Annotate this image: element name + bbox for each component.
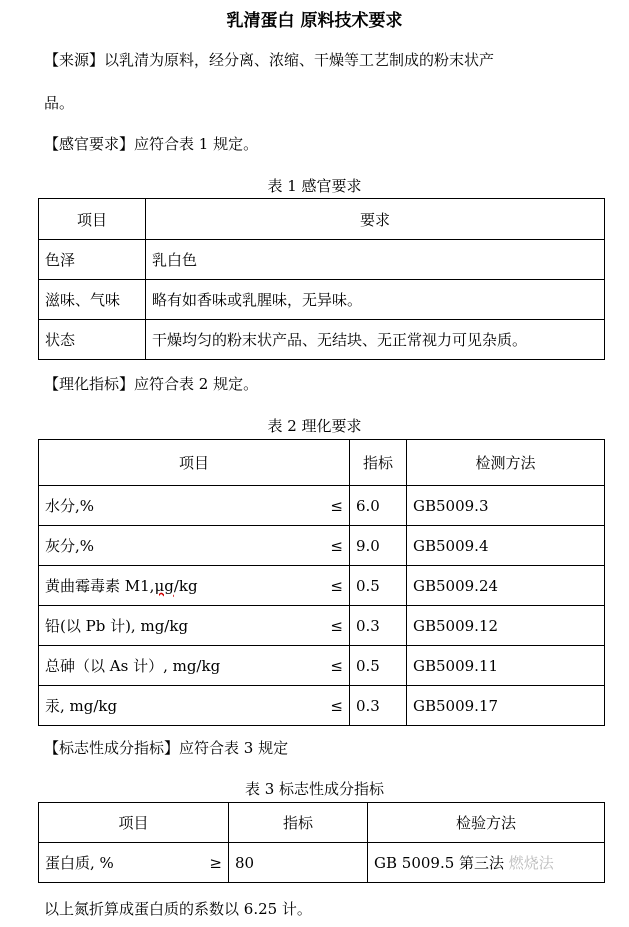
- table3-header-item: 项目: [39, 803, 229, 843]
- table2-cell-method: GB5009.3: [407, 486, 605, 526]
- table3-cell-item: [39, 843, 229, 883]
- table3-caption: 表 3 标志性成分指标: [244, 780, 385, 798]
- source-line-2: 品。: [44, 94, 75, 112]
- table2-cell-method: GB5009.24: [407, 566, 605, 606]
- table2-header-method: 检测方法: [407, 440, 605, 486]
- document-title: 乳清蛋白 原料技术要求: [226, 11, 403, 31]
- table2-caption: 表 2 理化要求: [267, 417, 362, 435]
- item-label: 水分,%: [45, 497, 95, 515]
- comparison-symbol: ≤: [330, 496, 343, 515]
- table1-cell-req: 乳白色: [146, 240, 605, 280]
- table1-cell-req: 干燥均匀的粉末状产品、无结块、无正常视力可见杂质。: [146, 320, 605, 360]
- table2-cell-item: [39, 606, 350, 646]
- comparison-symbol: ≤: [330, 656, 343, 675]
- table2-cell-item: [39, 526, 350, 566]
- table2-cell-item: [39, 686, 350, 726]
- table2-cell-method: GB5009.17: [407, 686, 605, 726]
- table2-cell-method: GB5009.4: [407, 526, 605, 566]
- item-label-suffix: /kg: [173, 577, 198, 595]
- footnote: 以上氮折算成蛋白质的系数以 6.25 计。: [44, 900, 312, 918]
- table1-cell-req: 略有如香味或乳腥味，无异味。: [146, 280, 605, 320]
- table1-caption: 表 1 感官要求: [267, 177, 362, 195]
- item-label: 灰分,%: [45, 537, 95, 555]
- source-line-1: 【来源】以乳清为原料，经分离、浓缩、干燥等工艺制成的粉末状产: [44, 51, 495, 69]
- table2-header-value: 指标: [350, 440, 407, 486]
- method-text: GB 5009.5 第三法: [374, 854, 509, 872]
- table2-cell-item: [39, 486, 350, 526]
- table1-sensory: [38, 198, 605, 360]
- item-label: 总砷（以 As 计）, mg/kg: [45, 657, 221, 675]
- table2-physchem: [38, 439, 605, 726]
- spellcheck-marked-unit: μg: [154, 577, 174, 595]
- comparison-symbol: ≤: [330, 696, 343, 715]
- physchem-intro: 【理化指标】应符合表 2 规定。: [44, 375, 259, 393]
- table3-cell-value: 80: [229, 843, 368, 883]
- table2-cell-item: [39, 646, 350, 686]
- comparison-symbol: ≤: [330, 576, 343, 595]
- table1-header-item: 项目: [39, 199, 146, 240]
- table3-header-value: 指标: [229, 803, 368, 843]
- comparison-symbol: ≤: [330, 616, 343, 635]
- table2-cell-value: 0.3: [350, 606, 407, 646]
- marker-intro: 【标志性成分指标】应符合表 3 规定: [44, 739, 289, 757]
- item-label: 铅(以 Pb 计), mg/kg: [45, 617, 189, 635]
- table2-cell-item: [39, 566, 350, 606]
- table2-cell-method: GB5009.12: [407, 606, 605, 646]
- sensory-intro: 【感官要求】应符合表 1 规定。: [44, 135, 259, 153]
- table2-header-item: 项目: [39, 440, 350, 486]
- table3-marker: [38, 802, 605, 883]
- table2-cell-value: 0.3: [350, 686, 407, 726]
- table2-cell-value: 9.0: [350, 526, 407, 566]
- table1-cell-item: 状态: [39, 320, 146, 360]
- table3-cell-method: [368, 843, 605, 883]
- table1-cell-item: 色泽: [39, 240, 146, 280]
- table2-cell-value: 0.5: [350, 646, 407, 686]
- table3-header-method: 检验方法: [368, 803, 605, 843]
- table1-cell-item: 滋味、气味: [39, 280, 146, 320]
- comparison-symbol: ≤: [330, 536, 343, 555]
- item-label-prefix: 黄曲霉毒素 M1,: [45, 577, 155, 595]
- method-text-faded: 燃烧法: [508, 854, 554, 872]
- item-label: [45, 575, 198, 596]
- item-label: 汞, mg/kg: [45, 697, 118, 715]
- table1-header-req: 要求: [146, 199, 605, 240]
- table2-cell-value: 0.5: [350, 566, 407, 606]
- table2-cell-method: GB5009.11: [407, 646, 605, 686]
- comparison-symbol: ≥: [209, 853, 222, 872]
- table2-cell-value: 6.0: [350, 486, 407, 526]
- item-label: 蛋白质, %: [45, 854, 114, 872]
